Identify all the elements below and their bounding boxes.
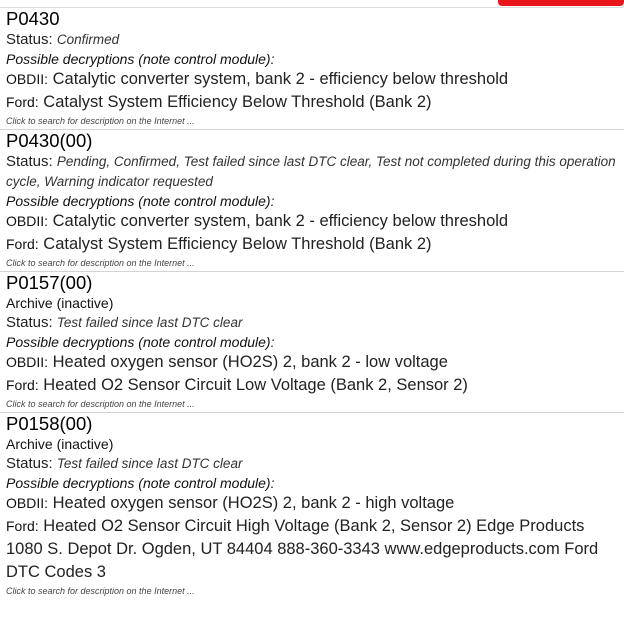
ford-description	[6, 374, 618, 397]
ford-label: Ford:	[6, 236, 39, 252]
obd-text: Catalytic converter system, bank 2 - efficiency below threshold	[52, 212, 509, 230]
archive-badge: Archive (inactive)	[6, 295, 114, 311]
status-value: Test failed since last DTC clear	[56, 456, 243, 471]
dtc-code: P0430	[6, 8, 60, 29]
status-value: Confirmed	[56, 32, 120, 47]
status-line	[6, 313, 618, 333]
archive-badge: Archive (inactive)	[6, 436, 114, 452]
search-internet-link[interactable]: Click to search for description on the Internet ...	[6, 258, 195, 268]
decryptions-header: Possible decryptions (note control module):	[6, 475, 275, 491]
obd-text: Heated oxygen sensor (HO2S) 2, bank 2 - high voltage	[52, 494, 455, 512]
status-line	[6, 152, 618, 192]
search-internet-link[interactable]: Click to search for description on the Internet ...	[6, 116, 195, 126]
ford-label: Ford:	[6, 94, 39, 110]
obd-description	[6, 351, 618, 374]
obd-text: Heated oxygen sensor (HO2S) 2, bank 2 - low voltage	[52, 353, 448, 371]
dtc-code: P0157(00)	[6, 272, 93, 293]
dtc-entry	[0, 413, 624, 599]
obd-label: OBDII:	[6, 71, 49, 87]
ford-description	[6, 515, 618, 584]
obd-label: OBDII:	[6, 354, 49, 370]
dtc-list	[0, 8, 624, 599]
obd-label: OBDII:	[6, 495, 49, 511]
decryptions-header: Possible decryptions (note control module):	[6, 51, 275, 67]
dtc-entry	[0, 130, 624, 272]
ford-label: Ford:	[6, 518, 39, 534]
status-value: Pending, Confirmed, Test failed since last DTC clear, Test not completed during this operation cycle, Warning indicator requested	[6, 154, 616, 189]
ford-text: Catalyst System Efficiency Below Threshold (Bank 2)	[43, 235, 432, 253]
status-label: Status:	[6, 455, 53, 472]
status-label: Status:	[6, 314, 53, 331]
dtc-code: P0430(00)	[6, 130, 93, 151]
obd-label: OBDII:	[6, 213, 49, 229]
status-value: Test failed since last DTC clear	[56, 315, 243, 330]
obd-description	[6, 210, 618, 233]
ford-label: Ford:	[6, 377, 39, 393]
obd-description	[6, 68, 618, 91]
status-label: Status:	[6, 31, 53, 48]
search-internet-link[interactable]: Click to search for description on the Internet ...	[6, 586, 195, 596]
ford-description	[6, 91, 618, 114]
decryptions-header: Possible decryptions (note control module):	[6, 193, 275, 209]
status-label: Status:	[6, 153, 53, 170]
status-line	[6, 30, 618, 50]
decryptions-header: Possible decryptions (note control module):	[6, 334, 275, 350]
search-internet-link[interactable]: Click to search for description on the Internet ...	[6, 399, 195, 409]
ford-text: Heated O2 Sensor Circuit Low Voltage (Bank 2, Sensor 2)	[43, 376, 468, 394]
ford-description	[6, 233, 618, 256]
dtc-entry	[0, 272, 624, 413]
status-line	[6, 454, 618, 474]
accent-bar	[498, 0, 624, 6]
dtc-entry	[0, 8, 624, 130]
obd-description	[6, 492, 618, 515]
obd-text: Catalytic converter system, bank 2 - efficiency below threshold	[52, 70, 509, 88]
dtc-code: P0158(00)	[6, 413, 93, 434]
ford-text: Heated O2 Sensor Circuit High Voltage (Bank 2, Sensor 2) Edge Products 1080 S. Depot Dr. Ogden, UT 84404 888-360-3343 www.edgeproducts.com Ford DTC Codes 3	[6, 517, 599, 581]
ford-text: Catalyst System Efficiency Below Threshold (Bank 2)	[43, 93, 432, 111]
